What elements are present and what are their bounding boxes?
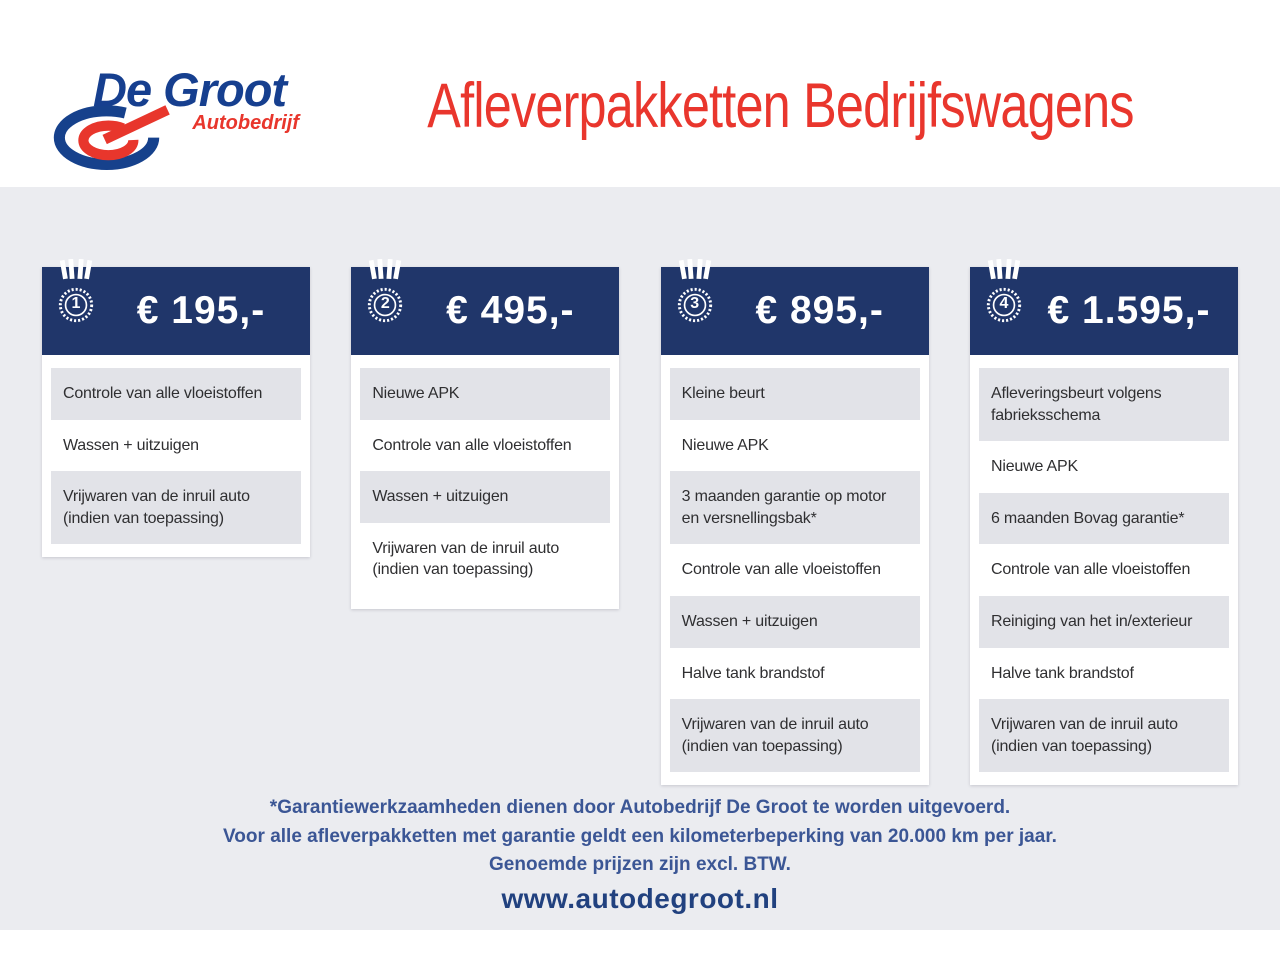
medal-4-number: 4 — [999, 295, 1009, 312]
footnote-line: Genoemde prijzen zijn excl. BTW. — [489, 854, 791, 875]
package-1-items — [42, 355, 310, 557]
package-item: Halve tank brandstof — [979, 648, 1229, 700]
package-header — [661, 267, 929, 355]
package-3-price: € 895,- — [755, 289, 884, 332]
footnote-line: Voor alle afleverpakketten met garantie geldt een kilometerbeperking van 20.000 km per jaar. — [223, 825, 1057, 847]
medal-1-number: 1 — [71, 295, 81, 312]
footnotes — [0, 794, 1280, 880]
package-item: Nieuwe APK — [979, 441, 1229, 493]
package-item: 6 maanden Bovag garantie* — [979, 493, 1229, 545]
logo-subtitle: Autobedrijf — [192, 112, 299, 134]
package-3-items — [661, 355, 929, 785]
medal-3-number: 3 — [690, 295, 700, 312]
package-card-4 — [970, 267, 1238, 785]
medal-3-icon — [674, 259, 716, 328]
footnote-line: *Garantiewerkzaamheden dienen door Autobedrijf De Groot te worden uitgevoerd. — [269, 797, 1011, 818]
package-item: Vrijwaren van de inruil auto (indien van toepassing) — [51, 471, 301, 544]
package-card-1 — [42, 267, 310, 557]
medal-2-number: 2 — [380, 295, 390, 312]
packages-row — [42, 267, 1238, 785]
package-4-price: € 1.595,- — [1047, 289, 1211, 332]
medal-4-icon — [983, 259, 1025, 328]
package-item: Vrijwaren van de inruil auto (indien van toepassing) — [360, 523, 610, 596]
medal-1-icon — [55, 259, 97, 328]
package-item: 3 maanden garantie op motor en versnellingsbak* — [670, 471, 920, 544]
package-header — [970, 267, 1238, 355]
package-item: Halve tank brandstof — [670, 648, 920, 700]
package-item: Wassen + uitzuigen — [360, 471, 610, 523]
package-4-items — [970, 355, 1238, 785]
package-2-price: € 495,- — [446, 289, 575, 332]
logo-name: De Groot — [93, 63, 287, 116]
package-item: Controle van alle vloeistoffen — [670, 544, 920, 596]
page-title-text: Afleverpakketten Bedrijfswagens — [426, 71, 1134, 141]
package-item: Reiniging van het in/exterieur — [979, 596, 1229, 648]
package-item: Vrijwaren van de inruil auto (indien van toepassing) — [670, 699, 920, 772]
package-item: Controle van alle vloeistoffen — [979, 544, 1229, 596]
package-item: Controle van alle vloeistoffen — [360, 420, 610, 472]
page-title — [320, 70, 1240, 142]
website-link[interactable]: www.autodegroot.nl — [501, 883, 779, 914]
medal-2-icon — [364, 259, 406, 328]
logo — [45, 64, 297, 170]
package-item: Afleveringsbeurt volgens fabrieksschema — [979, 368, 1229, 441]
package-header — [351, 267, 619, 355]
package-1-price: € 195,- — [136, 289, 266, 332]
package-item: Nieuwe APK — [670, 420, 920, 472]
package-item: Kleine beurt — [670, 368, 920, 420]
package-item: Controle van alle vloeistoffen — [51, 368, 301, 420]
package-item: Vrijwaren van de inruil auto (indien van toepassing) — [979, 699, 1229, 772]
package-item: Wassen + uitzuigen — [670, 596, 920, 648]
package-item: Wassen + uitzuigen — [51, 420, 301, 472]
package-card-3 — [661, 267, 929, 785]
package-card-2 — [351, 267, 619, 609]
package-item: Nieuwe APK — [360, 368, 610, 420]
package-2-items — [351, 355, 619, 609]
package-header — [42, 267, 310, 355]
